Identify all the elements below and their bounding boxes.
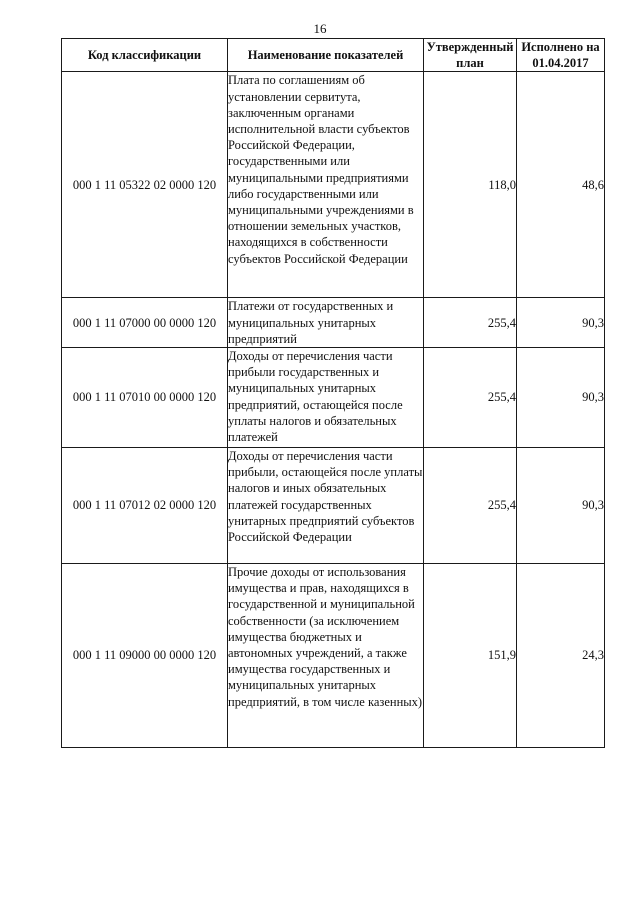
classification-code-cell: 000 1 11 07010 00 0000 120 [62, 348, 228, 448]
executed-amount-cell: 90,3 [517, 298, 605, 348]
table-row [62, 298, 605, 348]
classification-code-cell: 000 1 11 05322 02 0000 120 [62, 72, 228, 298]
approved-plan-cell: 255,4 [424, 298, 517, 348]
indicator-name-cell: Прочие доходы от использования имущества и прав, находящихся в государственной и муниципальной собственности (за исключением имущества бюджетных и автономных учреждений, а также имущества государственных и муниципальных унитарных предприятий, в том числе казенных) [228, 564, 424, 748]
page-number: 16 [313, 21, 327, 36]
header-executed-amount: Исполнено на 01.04.2017 [517, 39, 605, 72]
executed-amount-cell: 90,3 [517, 348, 605, 448]
executed-amount-cell: 48,6 [517, 72, 605, 298]
table-row [62, 448, 605, 564]
approved-plan-cell: 118,0 [424, 72, 517, 298]
approved-plan-cell: 255,4 [424, 348, 517, 448]
table-header-row [62, 39, 605, 72]
indicator-name-cell: Доходы от перечисления части прибыли, остающейся после уплаты налогов и иных обязательных платежей государственных унитарных предприятий субъектов Российской Федерации [228, 448, 424, 564]
executed-amount-cell: 90,3 [517, 448, 605, 564]
indicator-name-cell: Платежи от государственных и муниципальных унитарных предприятий [228, 298, 424, 348]
approved-plan-cell: 151,9 [424, 564, 517, 748]
header-approved-plan: Утвержденный план [424, 39, 517, 72]
indicator-name-cell: Доходы от перечисления части прибыли государственных и муниципальных унитарных предприятий, остающейся после уплаты налогов и обязательных платежей [228, 348, 424, 448]
classification-code-cell: 000 1 11 07012 02 0000 120 [62, 448, 228, 564]
table-row [62, 564, 605, 748]
approved-plan-cell: 255,4 [424, 448, 517, 564]
table-row [62, 72, 605, 298]
executed-amount-cell: 24,3 [517, 564, 605, 748]
header-indicator-name: Наименование показателей [228, 39, 424, 72]
header-classification-code: Код классификации [62, 39, 228, 72]
indicator-name-cell: Плата по соглашениям об установлении сервитута, заключенным органами исполнительной власти субъектов Российской Федерации, государственными или муниципальными предприятиями либо государственными или муниципальными учреждениями в отношении земельных участков, находящихся в собственности субъектов Российской Федерации [228, 72, 424, 298]
revenue-table [61, 38, 605, 748]
classification-code-cell: 000 1 11 07000 00 0000 120 [62, 298, 228, 348]
table-row [62, 348, 605, 448]
classification-code-cell: 000 1 11 09000 00 0000 120 [62, 564, 228, 748]
